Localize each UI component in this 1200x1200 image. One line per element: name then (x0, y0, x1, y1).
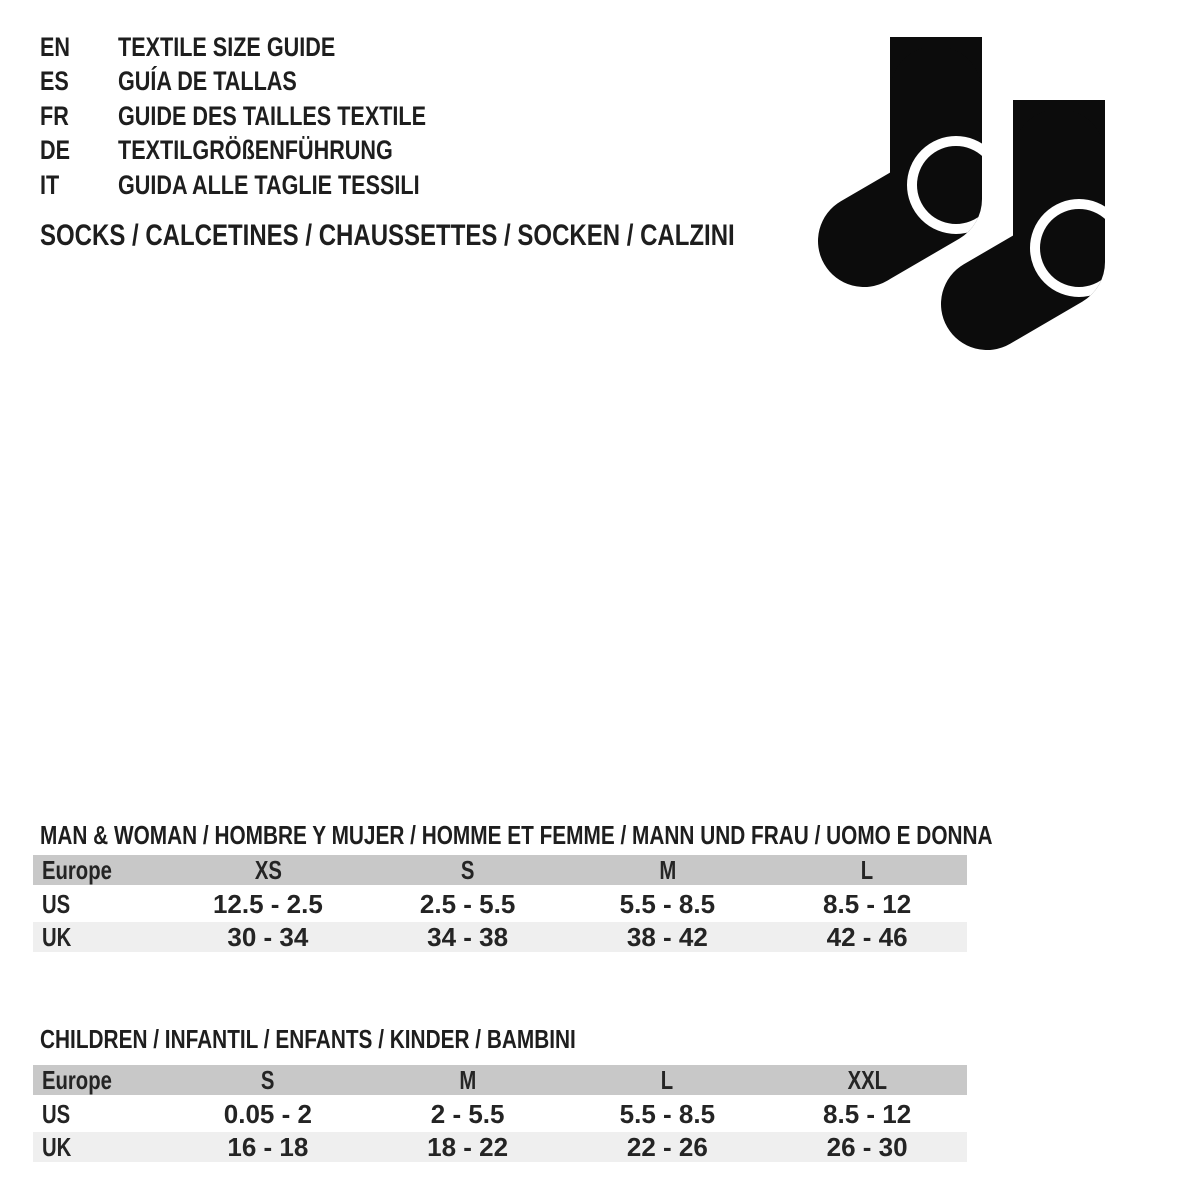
language-title-block (40, 30, 503, 203)
lang-label: TEXTILE SIZE GUIDE (118, 31, 336, 62)
children-size-table (33, 1065, 967, 1162)
lang-row-fr (40, 99, 503, 134)
lang-label: GUIDA ALLE TAGLIE TESSILI (118, 169, 420, 200)
category-line-text: SOCKS / CALCETINES / CHAUSSETTES / SOCKEN / CALZINI (40, 219, 735, 252)
lang-row-en (40, 30, 503, 65)
table-header-cell: Europe (42, 855, 112, 885)
size-cell: 0.05 - 2 (223, 1098, 312, 1129)
size-cell: 16 - 18 (227, 1132, 309, 1162)
size-cell: 34 - 38 (427, 922, 509, 952)
size-cell: 5.5 - 8.5 (619, 1098, 716, 1129)
table-header-cell: M (658, 855, 676, 885)
socks-icon (810, 25, 1120, 355)
table-header-cell: L (860, 855, 874, 885)
size-cell: 5.5 - 8.5 (619, 888, 716, 919)
lang-label: GUIDE DES TAILLES TEXTILE (118, 100, 427, 131)
lang-code: DE (40, 135, 71, 166)
region-label-cell: UK (42, 922, 72, 952)
table-header-cell: L (661, 1065, 674, 1095)
size-cell: 8.5 - 12 (823, 1098, 912, 1129)
region-label-cell: UK (42, 1132, 72, 1162)
table-header-cell: S (460, 855, 475, 885)
size-cell: 26 - 30 (826, 1132, 908, 1162)
children-table-title-text: CHILDREN / INFANTIL / ENFANTS / KINDER / BAMBINI (40, 1023, 576, 1054)
size-cell: 38 - 42 (626, 922, 708, 952)
lang-row-de (40, 134, 503, 169)
category-line (40, 221, 908, 251)
size-cell: 22 - 26 (626, 1132, 708, 1162)
lang-label: TEXTILGRÖßENFÜHRUNG (118, 135, 393, 166)
table-header-cell: XS (254, 855, 282, 885)
size-cell: 2 - 5.5 (430, 1098, 505, 1129)
lang-code: FR (40, 100, 69, 131)
size-cell: 30 - 34 (227, 922, 309, 952)
children-table-title (40, 1023, 710, 1054)
table-header-cell: S (261, 1065, 275, 1095)
lang-code: EN (40, 31, 71, 62)
table-header-cell: Europe (42, 1065, 112, 1095)
region-label-cell: US (42, 888, 71, 919)
lang-row-it (40, 168, 503, 203)
table-row-uk (33, 922, 967, 952)
lang-code: ES (40, 66, 69, 97)
man-woman-table-title (40, 819, 1200, 850)
table-row-us (33, 889, 967, 919)
table-row-us (33, 1099, 967, 1129)
lang-code: IT (40, 169, 60, 200)
size-cell: 18 - 22 (427, 1132, 509, 1162)
size-cell: 2.5 - 5.5 (419, 888, 516, 919)
size-cell: 8.5 - 12 (823, 888, 912, 919)
lang-row-es (40, 65, 503, 100)
table-header-cell: M (459, 1065, 477, 1095)
man-woman-table-title-text: MAN & WOMAN / HOMBRE Y MUJER / HOMME ET FEMME / MANN UND FRAU / UOMO E DONNA (40, 819, 993, 850)
table-row-uk (33, 1132, 967, 1162)
size-cell: 42 - 46 (826, 922, 908, 952)
table-header-cell: XXL (847, 1065, 887, 1095)
region-label-cell: US (42, 1098, 71, 1129)
table-header-row (33, 1065, 967, 1095)
man-woman-size-table (33, 855, 967, 952)
lang-label: GUÍA DE TALLAS (118, 66, 297, 97)
table-header-row (33, 855, 967, 885)
size-cell: 12.5 - 2.5 (212, 888, 323, 919)
